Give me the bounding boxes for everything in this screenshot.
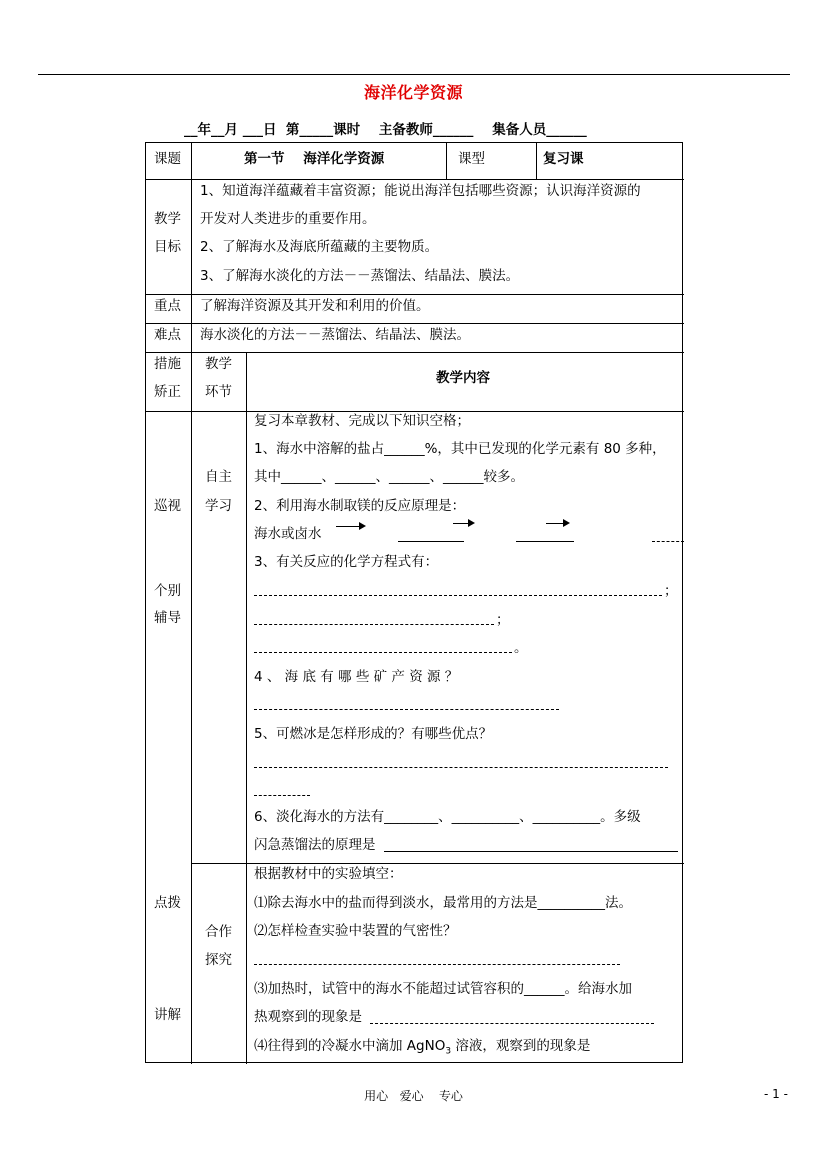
type-value: 复习课 [543,151,584,167]
coop-line-1: 根据教材中的实验填空： [254,866,403,882]
self-line-2: 1、海水中溶解的盐占______%，其中已发现的化学元素有 80 多种， [254,441,666,457]
goal-1b: 开发对人类进步的重要作用。 [200,211,376,227]
page-title: 海洋化学资源 [363,83,463,102]
coop-line-2: ⑴除去海水中的盐而得到淡水，最常用的方法是__________法。 [254,895,632,911]
side-coaching: 辅导 [154,610,181,626]
topic-label: 课题 [154,151,181,167]
measure-label-1: 措施 [154,356,181,372]
self-question-5: 5、可燃冰是怎样形成的？有哪些优点？ [254,726,493,742]
self-line-6: 3、有关反应的化学方程式有： [254,554,439,570]
footer-motto: 用心 爱心 专心 [364,1089,463,1103]
coop-line-6: ⑷往得到的冷凝水中滴加 AgNO$_3$ 溶液，观察到的现象是 [254,1038,591,1057]
goal-3: 3、了解海水淡化的方法－－蒸馏法、结晶法、膜法。 [200,268,520,284]
self-line-4: 2、利用海水制取镁的反应原理是： [254,498,466,514]
self-question-4: 4 、 海 底 有 哪 些 矿 产 资 源 ？ [254,669,459,685]
arrow-1 [336,526,364,527]
coop-line-5: 热观察到的现象是 [254,1009,362,1025]
goal-label-2: 目标 [154,239,181,255]
arrow-2 [453,523,473,524]
stage-self-1: 自主 [205,469,232,485]
goal-1a: 1、知道海洋蕴藏着丰富资源；能说出海洋包括哪些资源；认识海洋资源的 [200,183,641,199]
page-number: - 1 - [764,1087,788,1101]
stage-coop-2: 探究 [205,952,232,968]
stage-self-2: 学习 [205,498,232,514]
side-guide: 点拨 [154,895,181,911]
difficulty-text: 海水淡化的方法－－蒸馏法、结晶法、膜法。 [200,327,470,343]
stage-label-2: 环节 [205,384,232,400]
self-line-1: 复习本章教材、完成以下知识空格； [254,413,470,429]
content-label: 教学内容 [436,370,490,386]
coop-line-3: ⑵怎样检查实验中装置的气密性？ [254,923,457,939]
self-question-6b: 闪急蒸馏法的原理是 [254,837,376,853]
self-question-6a: 6、淡化海水的方法有________、__________、__________。多级 [254,809,641,825]
topic-value: 第一节 海洋化学资源 [244,151,385,167]
coop-line-4: ⑶加热时，试管中的海水不能超过试管容积的______。给海水加 [254,981,632,997]
period-1: 。 [514,640,528,656]
key-label: 重点 [154,298,181,314]
side-individual: 个别 [154,583,181,599]
side-patrol: 巡视 [154,498,181,514]
semicolon-1: ； [664,583,678,599]
stage-label-1: 教学 [205,356,232,372]
goal-label-1: 教学 [154,211,181,227]
goal-2: 2、了解海水及海底所蕴藏的主要物质。 [200,239,439,255]
stage-coop-1: 合作 [205,924,232,940]
side-explain: 讲解 [154,1007,181,1023]
difficulty-label: 难点 [154,327,181,343]
key-text: 了解海洋资源及其开发和利用的价值。 [200,298,430,314]
measure-label-2: 矫正 [154,384,181,400]
type-label: 课型 [458,151,485,167]
self-line-3: 其中______、______、______、______较多。 [254,469,524,485]
lesson-table [145,142,683,1063]
semicolon-2: ； [496,612,510,628]
arrow-3 [546,523,568,524]
self-line-5: 海水或卤水 [254,526,322,542]
meta-line: __年__月 ___日 第_____课时 主备教师______ 集备人员______ [184,122,587,138]
header-rule [38,74,790,75]
